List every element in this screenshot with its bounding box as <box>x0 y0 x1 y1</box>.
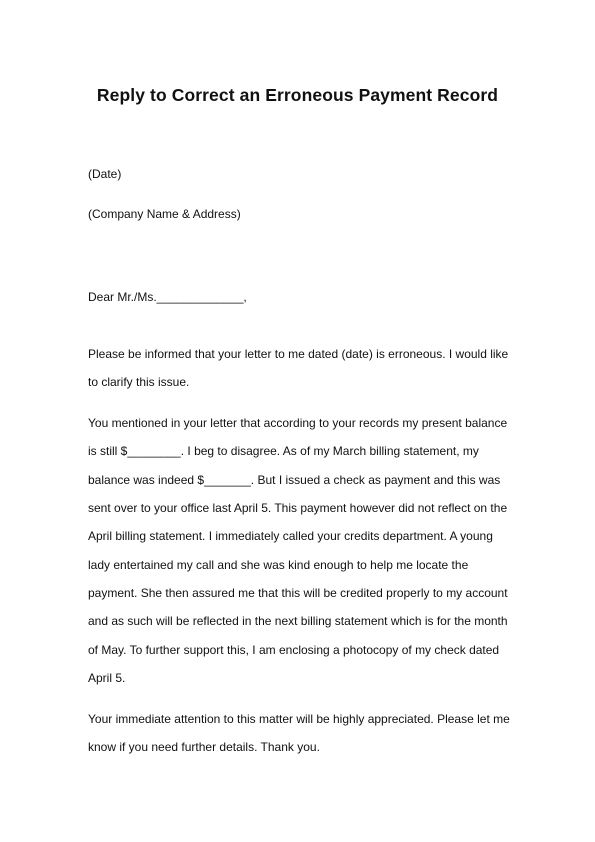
company-address-placeholder: (Company Name & Address) <box>88 207 241 221</box>
paragraph-line: You mentioned in your letter that according to your records my present balance <box>88 416 508 430</box>
document-title: Reply to Correct an Erroneous Payment Record <box>96 85 499 105</box>
date-placeholder: (Date) <box>88 167 122 181</box>
paragraph-line: payment. She then assured me that this will be credited properly to my account <box>88 586 508 600</box>
paragraph-line: sent over to your office last April 5. This payment however did not reflect on the <box>88 501 508 515</box>
paragraph-line: is still $________. I beg to disagree. As of my March billing statement, my <box>88 444 479 458</box>
paragraph-line: April billing statement. I immediately called your credits department. A young <box>88 529 493 543</box>
paragraph-line: balance was indeed $_______. But I issued a check as payment and this was <box>88 473 501 487</box>
paragraph-line: lady entertained my call and she was kind enough to help me locate the <box>88 558 469 572</box>
paragraph-line: to clarify this issue. <box>88 375 190 389</box>
paragraph-line: and as such will be reflected in the next billing statement which is for the month <box>88 614 508 628</box>
salutation: Dear Mr./Ms._____________, <box>88 290 247 304</box>
paragraph-line: Please be informed that your letter to me dated (date) is erroneous. I would like <box>88 347 509 361</box>
paragraph-line: Your immediate attention to this matter will be highly appreciated. Please let me <box>88 712 510 726</box>
paragraph-line: of May. To further support this, I am enclosing a photocopy of my check dated <box>88 643 500 657</box>
paragraph-line: April 5. <box>88 671 126 685</box>
paragraph-line: know if you need further details. Thank you. <box>88 740 320 754</box>
